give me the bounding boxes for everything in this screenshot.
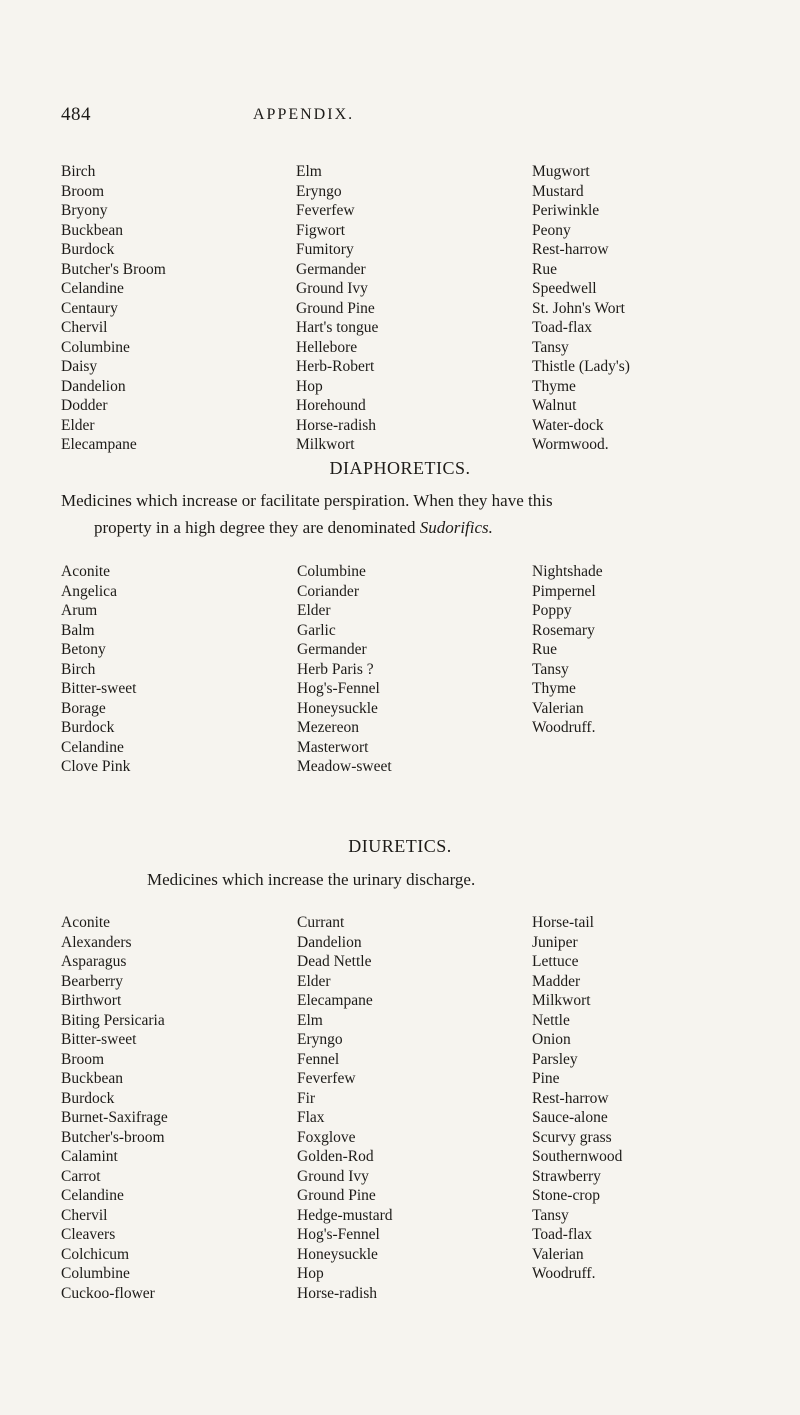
- list-item: Valerian: [532, 699, 584, 717]
- list-item: Ground Ivy: [297, 1167, 369, 1185]
- list-item: Elder: [297, 972, 331, 990]
- list-item: Chervil: [61, 319, 108, 336]
- list-column: [61, 913, 168, 1303]
- list-item: Hog's-Fennel: [297, 680, 380, 697]
- list-item: St. John's Wort: [532, 299, 625, 317]
- list-item: Aconite: [61, 914, 111, 931]
- list-item: Butcher's Broom: [61, 260, 166, 278]
- list-item: Calamint: [61, 1148, 118, 1165]
- list-item: Carrot: [61, 1167, 101, 1185]
- list-item: Horse-tail: [532, 914, 594, 931]
- list-item: Rue: [532, 641, 557, 658]
- list-item: Burdock: [61, 241, 115, 258]
- list-item: Toad-flax: [532, 1226, 593, 1243]
- list-item: Feverfew: [296, 202, 355, 219]
- list-item: Rest-harrow: [532, 1089, 609, 1107]
- list-item: Elder: [297, 602, 331, 619]
- list-item: Elecampane: [297, 992, 373, 1009]
- list-item: Toad-flax: [532, 319, 593, 336]
- list-item: Valerian: [532, 1245, 584, 1263]
- list-item: Walnut: [532, 397, 577, 414]
- list-column: [61, 162, 166, 455]
- list-item: Wormwood.: [532, 436, 609, 453]
- list-item: Hart's tongue: [296, 319, 379, 336]
- list-item: Broom: [61, 182, 105, 200]
- list-item: Elecampane: [61, 436, 137, 453]
- section-description: Medicines which increase the urinary discharge.: [147, 870, 476, 889]
- list-item: Borage: [61, 699, 106, 717]
- list-item: Burdock: [61, 719, 115, 736]
- list-item: Meadow-sweet: [297, 758, 392, 775]
- list-item: Stone-crop: [532, 1187, 601, 1204]
- list-item: Daisy: [61, 358, 98, 375]
- list-item: Hog's-Fennel: [297, 1226, 380, 1243]
- list-item: Peony: [532, 221, 571, 239]
- list-item: Burdock: [61, 1089, 115, 1107]
- list-item: Honeysuckle: [297, 699, 378, 717]
- list-item: Chervil: [61, 1206, 108, 1224]
- list-item: Currant: [297, 914, 345, 931]
- list-item: Tansy: [532, 660, 569, 678]
- list-item: Speedwell: [532, 280, 597, 297]
- list-item: Pimpernel: [532, 582, 596, 600]
- list-column: [532, 913, 622, 1284]
- list-item: Betony: [61, 641, 106, 658]
- list-item: Biting Persicaria: [61, 1011, 165, 1029]
- list-item: Milkwort: [532, 992, 591, 1009]
- list-item: Arum: [61, 602, 98, 619]
- list-item: Masterwort: [297, 738, 369, 756]
- list-item: Clove Pink: [61, 758, 131, 775]
- list-item: Flax: [297, 1109, 325, 1126]
- list-item: Buckbean: [61, 1070, 123, 1087]
- running-title: APPENDIX.: [253, 106, 355, 123]
- list-item: Tansy: [532, 1206, 569, 1224]
- list-item: Woodruff.: [532, 719, 596, 736]
- list-item: Columbine: [297, 563, 366, 580]
- list-item: Germander: [296, 260, 366, 278]
- description-text: property in a high degree they are denominated: [94, 518, 416, 537]
- list-item: Strawberry: [532, 1167, 601, 1185]
- list-item: Eryngo: [297, 1031, 343, 1048]
- list-item: Herb-Robert: [296, 358, 375, 375]
- list-item: Ground Ivy: [296, 280, 368, 297]
- list-item: Milkwort: [296, 436, 355, 453]
- list-item: Golden-Rod: [297, 1148, 374, 1165]
- list-item: Mugwort: [532, 163, 590, 180]
- list-item: Rosemary: [532, 621, 595, 639]
- list-column: [61, 562, 136, 777]
- list-item: Fumitory: [296, 241, 354, 258]
- list-item: Juniper: [532, 933, 578, 951]
- list-item: Thyme: [532, 680, 576, 697]
- list-item: Scurvy grass: [532, 1128, 612, 1146]
- list-item: Honeysuckle: [297, 1245, 378, 1263]
- list-column: [296, 162, 378, 455]
- section-description-line2: [94, 518, 493, 538]
- list-item: Aconite: [61, 563, 111, 580]
- list-item: Balm: [61, 621, 95, 639]
- list-item: Birch: [61, 163, 96, 180]
- list-item: Cleavers: [61, 1226, 116, 1243]
- list-item: Rue: [532, 260, 557, 278]
- list-item: Southernwood: [532, 1148, 623, 1165]
- list-item: Mezereon: [297, 719, 359, 736]
- list-item: Colchicum: [61, 1245, 130, 1263]
- list-column: [297, 913, 393, 1303]
- list-item: Sauce-alone: [532, 1109, 608, 1126]
- list-item: Onion: [532, 1031, 571, 1048]
- list-item: Thistle (Lady's): [532, 358, 630, 375]
- list-item: Buckbean: [61, 221, 123, 239]
- list-item: Rest-harrow: [532, 241, 609, 258]
- page-number: 484: [61, 104, 91, 125]
- list-item: Alexanders: [61, 933, 132, 951]
- list-item: Birch: [61, 660, 96, 678]
- list-item: Herb Paris ?: [297, 660, 374, 678]
- list-item: Thyme: [532, 377, 576, 395]
- list-item: Horse-radish: [297, 1284, 378, 1302]
- list-item: Garlic: [297, 621, 336, 639]
- list-item: Hop: [296, 377, 323, 395]
- section-title-diaphoretics: DIAPHORETICS.: [329, 458, 471, 478]
- list-item: Dandelion: [61, 377, 126, 395]
- list-item: Dead Nettle: [297, 953, 372, 970]
- list-item: Mustard: [532, 182, 584, 200]
- page-header: [0, 104, 800, 128]
- list-item: Parsley: [532, 1050, 578, 1068]
- list-item: Fennel: [297, 1050, 340, 1068]
- section-title-diuretics: DIURETICS.: [348, 836, 452, 856]
- list-item: Woodruff.: [532, 1265, 596, 1282]
- list-item: Germander: [297, 641, 367, 658]
- list-item: Hedge-mustard: [297, 1206, 393, 1224]
- list-item: Feverfew: [297, 1070, 356, 1087]
- section-description: Medicines which increase or facilitate perspiration. When they have this: [61, 491, 553, 510]
- list-item: Celandine: [61, 280, 124, 297]
- list-item: Fir: [297, 1089, 316, 1107]
- italic-term: Sudorifics.: [419, 518, 493, 537]
- list-item: Tansy: [532, 338, 569, 356]
- list-item: Columbine: [61, 1265, 130, 1282]
- list-column: [532, 562, 603, 738]
- list-item: Water-dock: [532, 416, 604, 434]
- list-item: Horse-radish: [296, 416, 377, 434]
- list-item: Celandine: [61, 738, 124, 756]
- list-item: Columbine: [61, 338, 130, 356]
- list-item: Nightshade: [532, 563, 603, 580]
- list-item: Butcher's-broom: [61, 1128, 165, 1146]
- list-item: Bitter-sweet: [61, 680, 137, 697]
- list-item: Ground Pine: [296, 299, 375, 317]
- list-item: Elm: [296, 163, 322, 180]
- list-item: Centaury: [61, 299, 118, 317]
- list-item: Coriander: [297, 582, 359, 600]
- list-item: Nettle: [532, 1011, 570, 1029]
- list-item: Bryony: [61, 202, 108, 219]
- list-item: Dodder: [61, 397, 108, 414]
- list-item: Cuckoo-flower: [61, 1284, 155, 1302]
- list-item: Asparagus: [61, 953, 127, 970]
- list-item: Horehound: [296, 397, 366, 414]
- list-item: Bitter-sweet: [61, 1031, 137, 1048]
- list-item: Birthwort: [61, 992, 122, 1009]
- list-column: [297, 562, 392, 777]
- list-item: Bearberry: [61, 972, 123, 990]
- list-item: Elder: [61, 416, 95, 434]
- list-item: Periwinkle: [532, 202, 600, 219]
- list-item: Broom: [61, 1050, 105, 1068]
- list-item: Lettuce: [532, 953, 579, 970]
- list-item: Elm: [297, 1011, 323, 1029]
- list-item: Celandine: [61, 1187, 124, 1204]
- list-item: Eryngo: [296, 182, 342, 200]
- list-item: Ground Pine: [297, 1187, 376, 1204]
- list-item: Poppy: [532, 602, 572, 619]
- list-item: Foxglove: [297, 1128, 356, 1146]
- list-item: Pine: [532, 1070, 560, 1087]
- list-column: [532, 162, 630, 455]
- list-item: Burnet-Saxifrage: [61, 1109, 168, 1126]
- list-item: Hellebore: [296, 338, 358, 356]
- list-item: Dandelion: [297, 933, 362, 951]
- list-item: Madder: [532, 972, 581, 990]
- list-item: Figwort: [296, 221, 346, 239]
- list-item: Angelica: [61, 582, 117, 600]
- list-item: Hop: [297, 1265, 324, 1282]
